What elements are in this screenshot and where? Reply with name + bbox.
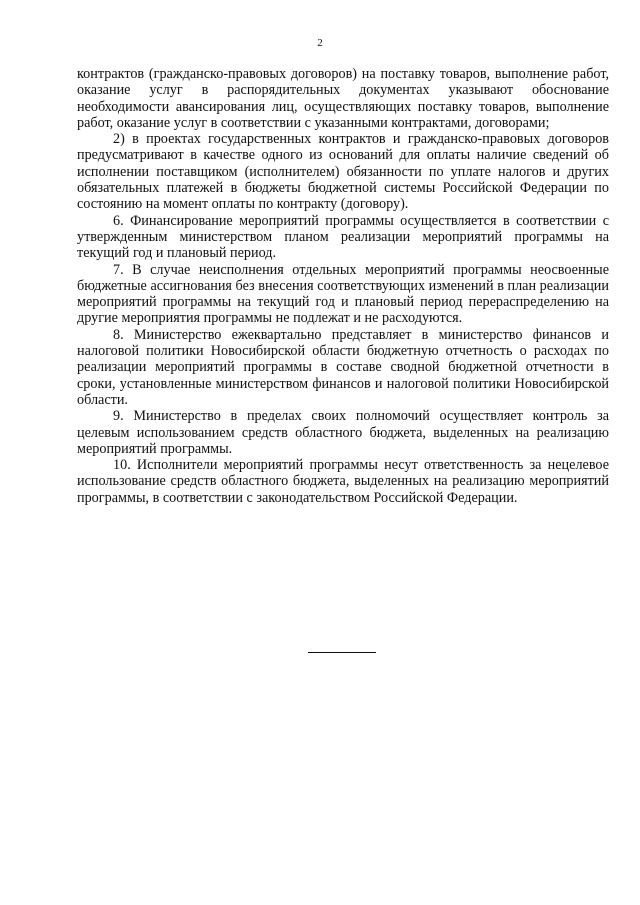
document-body (77, 66, 609, 506)
paragraph-9: 9. Министерство в пределах своих полномочий осуществляет контроль за целевым использованием средств областного бюджета, выделенных на реализацию мероприятий программы. (77, 408, 609, 457)
paragraph-10: 10. Исполнители мероприятий программы несут ответственность за нецелевое использование средств областного бюджета, выделенных на реализацию мероприятий программы, в соответствии с законодательством Российской Федерации. (77, 457, 609, 506)
closing-rule (308, 652, 376, 653)
paragraph-continuation: контрактов (гражданско-правовых договоров) на поставку товаров, выполнение работ, оказание услуг в распорядительных документах указывают обоснование необходимости авансирования лиц, осуществляющих поставку товаров, выполнение работ, оказание услуг в соответствии с указанными контрактами, договорами; (77, 66, 609, 131)
paragraph-8: 8. Министерство ежеквартально представляет в министерство финансов и налоговой политики Новосибирской области бюджетную отчетность о расходах по реализации мероприятий программы в составе сводной бюджетной отчетности в сроки, установленные министерством финансов и налоговой политики Новосибирской области. (77, 326, 609, 408)
paragraph-item-2: 2) в проектах государственных контрактов и гражданско-правовых договоров предусматривают в качестве одного из оснований для оплаты наличие сведений об исполнении поставщиком (исполнителем) обязанности по уплате налогов и других обязательных платежей в бюджеты бюджетной системы Российской Федерации по состоянию на момент оплаты по контракту (договору). (77, 131, 609, 213)
paragraph-7: 7. В случае неисполнения отдельных мероприятий программы неосвоенные бюджетные ассигнования без внесения соответствующих изменений в план реализации мероприятий программы на текущий год и плановый период перераспределению на другие мероприятия программы не подлежат и не расходуются. (77, 261, 609, 327)
page-number: 2 (317, 37, 323, 49)
paragraph-6: 6. Финансирование мероприятий программы осуществляется в соответствии с утвержденным министерством планом реализации мероприятий программы на текущий год и плановый период. (77, 212, 609, 262)
